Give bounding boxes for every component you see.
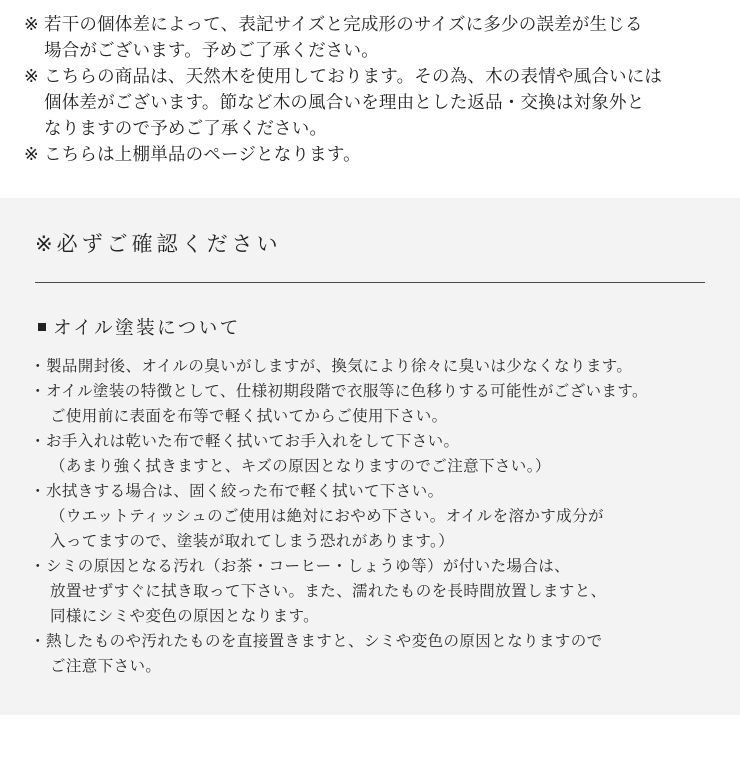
note-text [44,64,724,142]
list-item-text [46,629,730,679]
list-item-line: 熱したものや汚れたものを直接置きますと、シミや変色の原因となりますので [46,632,603,650]
bullet-mark: ・ [30,357,46,375]
note-line: なりますので予めご了承ください。 [44,119,328,139]
list-item-text [46,429,730,479]
note-item [24,12,724,64]
note-line: こちらは上棚単品のページとなります。 [44,145,361,165]
list-item-text [46,379,730,429]
list-item [30,379,730,429]
bullet-mark: ・ [30,557,46,575]
list-item [30,479,730,554]
note-mark: ※ [24,15,39,35]
list-item-text [46,479,730,554]
top-notes [24,12,724,168]
note-text [44,142,724,168]
list-item-line: ご注意下さい。 [50,657,162,675]
list-item-line: （ウエットティッシュのご使用は絶対におやめ下さい。オイルを溶かす成分が [50,507,604,525]
section-heading [38,314,241,340]
note-line: 個体差がございます。節など木の風合いを理由とした返品・交換は対象外と [44,93,645,113]
note-line: 場合がございます。予めご了承ください。 [44,41,379,61]
list-item-line: （あまり強く拭きますと、キズの原因となりますのでご注意下さい。） [50,457,551,475]
list-item-line: 放置せずすぐに拭き取って下さい。また、濡れたものを長時間放置しますと、 [50,582,607,600]
bullet-mark: ・ [30,432,46,450]
list-item-line: お手入れは乾いた布で軽く拭いてお手入れをして下さい。 [46,432,460,450]
list-item [30,354,730,379]
note-text [44,12,724,64]
note-mark: ※ [24,145,39,165]
list-item-line: シミの原因となる汚れ（お茶・コーヒー・しょうゆ等）が付いた場合は、 [46,557,571,575]
list-item-line: 同様にシミや変色の原因となります。 [50,607,320,625]
list-item [30,554,730,629]
list-item [30,629,730,679]
note-item [24,64,724,142]
list-item-line: 水拭きする場合は、固く絞った布で軽く拭いて下さい。 [46,482,444,500]
list-item-line: 製品開封後、オイルの臭いがしますが、換気により徐々に臭いは少なくなります。 [46,357,633,375]
note-line: 若干の個体差によって、表記サイズと完成形のサイズに多少の誤差が生じる [44,15,643,35]
bullet-mark: ・ [30,632,46,650]
divider [35,282,705,283]
list-item-line: オイル塗装の特徴として、仕様初期段階で衣服等に色移りする可能性がございます。 [46,382,648,400]
list-item [30,429,730,479]
list-item-line: 入ってますので、塗装が取れてしまう恐れがあります。） [50,532,455,550]
bullet-mark: ・ [30,482,46,500]
bullet-list [30,354,730,679]
note-item [24,142,724,168]
panel-title: ※必ずご確認ください [35,232,282,256]
bullet-mark: ・ [30,382,46,400]
square-icon [38,323,46,331]
caution-panel [0,198,740,715]
list-item-text [46,554,730,629]
note-mark: ※ [24,67,39,87]
list-item-text [46,354,730,379]
list-item-line: ご使用前に表面を布等で軽く拭いてからご使用下さい。 [50,407,448,425]
section-heading-label: オイル塗装について [53,318,241,339]
note-line: こちらの商品は、天然木を使用しております。その為、木の表情や風合いには [44,67,663,87]
